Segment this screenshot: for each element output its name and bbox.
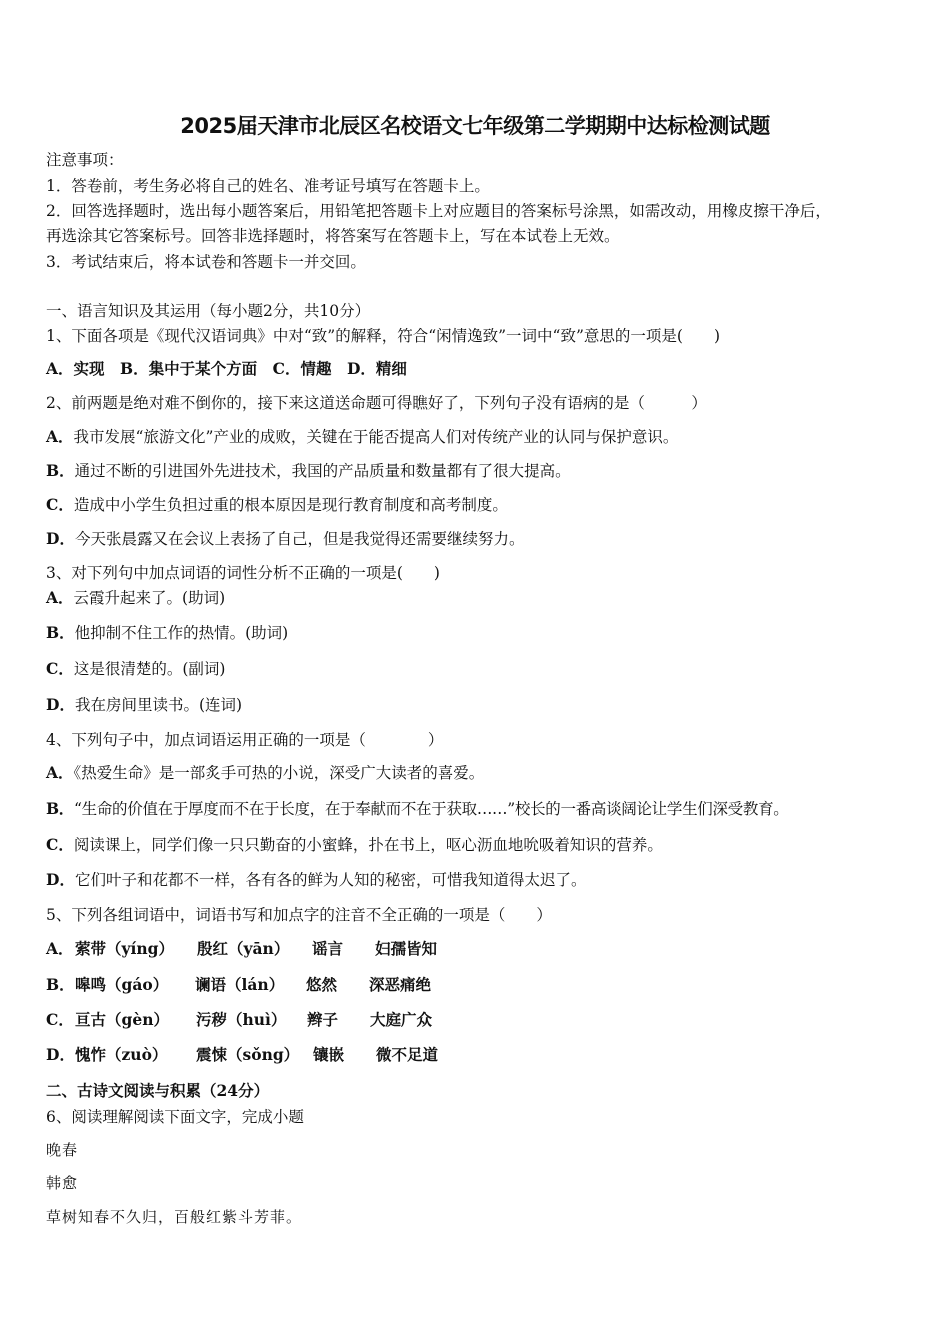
option-text: 这是很清楚的。(副词) bbox=[73, 660, 226, 678]
option-word: 污秽（huì） bbox=[196, 1010, 287, 1029]
question-stem: 5、下列各组词语中，词语书写和加点字的注音不全正确的一项是（ ） bbox=[46, 906, 552, 924]
option-text: 云霞升起来了。(助词) bbox=[73, 589, 226, 607]
option-key: C． bbox=[46, 659, 74, 678]
poem-title: 晚春 bbox=[46, 1141, 79, 1159]
option bbox=[46, 870, 586, 890]
option-word: 嗥鸣（gáo） bbox=[75, 975, 169, 994]
option-text: 造成中小学生负担过重的根本原因是现行教育制度和高考制度。 bbox=[73, 496, 508, 514]
option-word: 震悚（sǒng） bbox=[196, 1045, 300, 1064]
option-word: 谰语（lán） bbox=[195, 975, 285, 994]
question-stem: 4、下列句子中，加点词语运用正确的一项是（ ） bbox=[46, 731, 444, 749]
option-text: 今天张晨露又在会议上表扬了自己，但是我觉得还需要继续努力。 bbox=[74, 530, 525, 548]
section-heading: 一、语言知识及其运用（每小题2分，共10分） bbox=[46, 302, 371, 320]
option-key: B． bbox=[46, 799, 75, 818]
option bbox=[46, 835, 663, 855]
option-text: 《热爱生命》是一部炙手可热的小说，深受广大读者的喜爱。 bbox=[73, 764, 485, 782]
option-word: 深恶痛绝 bbox=[369, 975, 432, 994]
option-key: A． bbox=[46, 763, 74, 782]
option-key: C． bbox=[46, 835, 74, 854]
option-key: D． bbox=[46, 870, 75, 889]
poem-author: 韩愈 bbox=[46, 1174, 79, 1192]
notice-item: 2．回答选择题时，选出每小题答案后，用铅笔把答题卡上对应题目的答案标号涂黑，如需改动，用橡皮擦干净后， bbox=[46, 202, 831, 220]
option bbox=[46, 461, 571, 481]
option bbox=[46, 588, 225, 608]
option-text: “生命的价值在于厚度而不在于长度，在于奉献而不在于获取……”校长的一番高谈阔论让学生们深受教育。 bbox=[74, 800, 789, 818]
option-key: B． bbox=[46, 461, 75, 480]
option-text: 阅读课上，同学们像一只只勤奋的小蜜蜂，扑在书上，呕心沥血地吮吸着知识的营养。 bbox=[73, 836, 663, 854]
option-text: 我市发展“旅游文化”产业的成败，关键在于能否提高人们对传统产业的认同与保护意识。 bbox=[73, 428, 679, 446]
option bbox=[46, 659, 225, 679]
option-key: D． bbox=[46, 529, 75, 548]
section-heading: 二、古诗文阅读与积累（24分） bbox=[46, 1081, 270, 1100]
question-options: A．实现 B．集中于某个方面 C．情趣 D．精细 bbox=[46, 359, 407, 378]
option bbox=[46, 799, 788, 819]
option-key: B． bbox=[46, 623, 75, 642]
option bbox=[46, 695, 242, 715]
option-text: 通过不断的引进国外先进技术，我国的产品质量和数量都有了很大提高。 bbox=[74, 462, 571, 480]
option-text: 它们叶子和花都不一样，各有各的鲜为人知的秘密，可惜我知道得太迟了。 bbox=[74, 871, 587, 889]
option bbox=[46, 427, 678, 447]
option bbox=[46, 939, 546, 959]
notice-item: 1．答卷前，考生务必将自己的姓名、准考证号填写在答题卡上。 bbox=[46, 177, 490, 195]
option bbox=[46, 975, 546, 995]
option-key: A． bbox=[46, 588, 74, 607]
option bbox=[46, 623, 288, 643]
question-stem: 6、阅读理解阅读下面文字，完成小题 bbox=[46, 1108, 304, 1126]
option-key: D． bbox=[46, 1045, 75, 1064]
question-stem: 2、前两题是绝对难不倒你的，接下来这道送命题可得瞧好了，下列句子没有语病的是（ ） bbox=[46, 394, 707, 412]
option bbox=[46, 495, 508, 515]
poem-line: 草树知春不久归，百般红紫斗芳菲。 bbox=[46, 1208, 303, 1226]
option-key: C． bbox=[46, 495, 74, 514]
question-stem: 3、对下列句中加点词语的词性分析不正确的一项是( ) bbox=[46, 564, 440, 582]
option-word: 谣言 bbox=[312, 939, 344, 958]
option bbox=[46, 1010, 546, 1030]
question-stem: 1、下面各项是《现代汉语词典》中对“致”的解释，符合“闲情逸致”一词中“致”意思的一项是( ) bbox=[46, 327, 721, 345]
option-key: A． bbox=[46, 427, 74, 446]
option-word: 愧怍（zuò） bbox=[75, 1045, 168, 1064]
option-word: 萦带（yíng） bbox=[75, 939, 175, 958]
option-word: 亘古（gèn） bbox=[75, 1010, 169, 1029]
option-word: 辫子 bbox=[307, 1010, 339, 1029]
option bbox=[46, 763, 484, 783]
notice-heading: 注意事项： bbox=[46, 151, 124, 169]
option-key: A． bbox=[46, 939, 74, 958]
option bbox=[46, 529, 524, 549]
option-text: 他抑制不住工作的热情。(助词) bbox=[74, 624, 289, 642]
option-word: 殷红（yān） bbox=[197, 939, 290, 958]
option-text: 我在房间里读书。(连词) bbox=[74, 696, 243, 714]
option bbox=[46, 1045, 546, 1065]
option-key: D． bbox=[46, 695, 75, 714]
notice-item: 3．考试结束后，将本试卷和答题卡一并交回。 bbox=[46, 253, 366, 271]
option-word: 妇孺皆知 bbox=[375, 939, 438, 958]
option-word: 悠然 bbox=[306, 975, 338, 994]
page-title: 2025届天津市北辰区名校语文七年级第二学期期中达标检测试题 bbox=[180, 114, 770, 138]
option-word: 微不足道 bbox=[376, 1045, 439, 1064]
option-word: 镶嵌 bbox=[313, 1045, 345, 1064]
option-key: C． bbox=[46, 1010, 74, 1029]
option-word: 大庭广众 bbox=[370, 1010, 433, 1029]
option-key: B． bbox=[46, 975, 75, 994]
notice-item: 再选涂其它答案标号。回答非选择题时，将答案写在答题卡上，写在本试卷上无效。 bbox=[46, 227, 620, 245]
